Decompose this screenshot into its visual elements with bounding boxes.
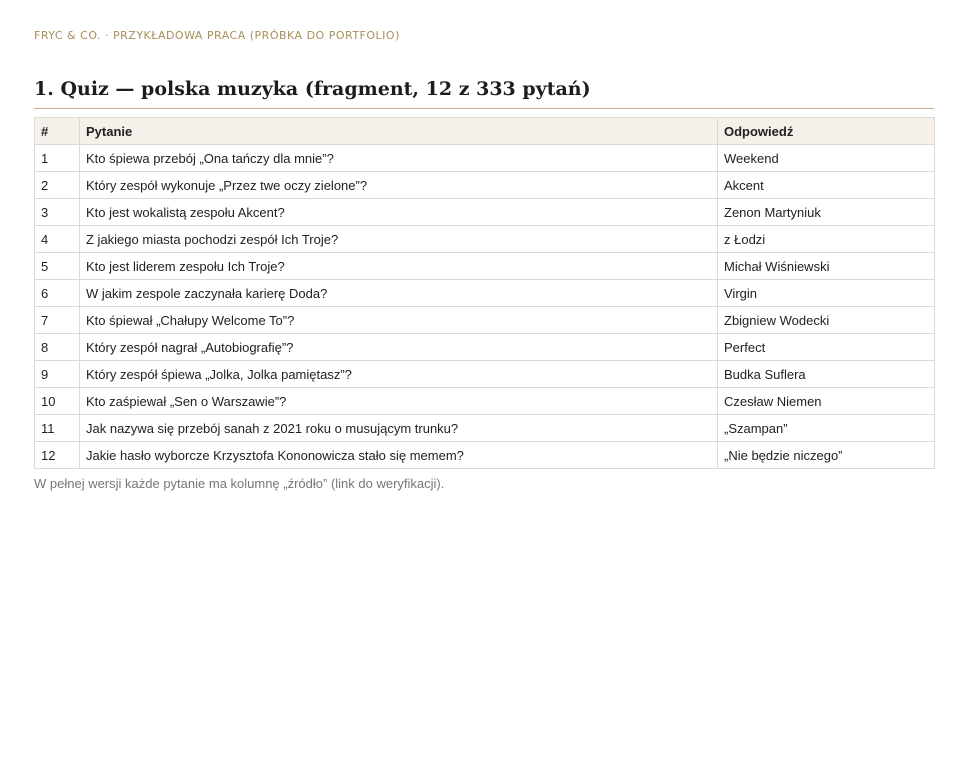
table-row bbox=[35, 280, 935, 307]
column-header-answer: Odpowiedź bbox=[718, 118, 935, 145]
table-row bbox=[35, 145, 935, 172]
cell-answer: Michał Wiśniewski bbox=[718, 253, 935, 280]
table-row bbox=[35, 199, 935, 226]
cell-answer: Akcent bbox=[718, 172, 935, 199]
table-row bbox=[35, 442, 935, 469]
table-row bbox=[35, 415, 935, 442]
cell-number: 11 bbox=[35, 415, 80, 442]
cell-question: Kto śpiewa przebój „Ona tańczy dla mnie”? bbox=[80, 145, 718, 172]
cell-number: 7 bbox=[35, 307, 80, 334]
table-row bbox=[35, 307, 935, 334]
footnote: W pełnej wersji każde pytanie ma kolumnę „źródło” (link do weryfikacji). bbox=[34, 476, 445, 491]
cell-answer: Virgin bbox=[718, 280, 935, 307]
title-divider bbox=[34, 108, 934, 109]
cell-question: Kto jest liderem zespołu Ich Troje? bbox=[80, 253, 718, 280]
table-header-row bbox=[35, 118, 935, 145]
cell-number: 10 bbox=[35, 388, 80, 415]
cell-question: W jakim zespole zaczynała karierę Doda? bbox=[80, 280, 718, 307]
table-row bbox=[35, 361, 935, 388]
cell-answer: „Szampan” bbox=[718, 415, 935, 442]
cell-number: 12 bbox=[35, 442, 80, 469]
portfolio-kicker: FRYC & CO. · PRZYKŁADOWA PRACA (PRÓBKA DO PORTFOLIO) bbox=[34, 29, 400, 42]
cell-number: 3 bbox=[35, 199, 80, 226]
table-row bbox=[35, 226, 935, 253]
cell-number: 5 bbox=[35, 253, 80, 280]
cell-number: 4 bbox=[35, 226, 80, 253]
cell-question: Kto zaśpiewał „Sen o Warszawie”? bbox=[80, 388, 718, 415]
cell-answer: Zenon Martyniuk bbox=[718, 199, 935, 226]
cell-answer: Zbigniew Wodecki bbox=[718, 307, 935, 334]
cell-question: Kto jest wokalistą zespołu Akcent? bbox=[80, 199, 718, 226]
page-title: 1. Quiz — polska muzyka (fragment, 12 z 333 pytań) bbox=[34, 78, 591, 100]
column-header-question: Pytanie bbox=[80, 118, 718, 145]
cell-question: Który zespół wykonuje „Przez twe oczy zielone”? bbox=[80, 172, 718, 199]
cell-number: 1 bbox=[35, 145, 80, 172]
cell-question: Który zespół śpiewa „Jolka, Jolka pamiętasz”? bbox=[80, 361, 718, 388]
cell-answer: Weekend bbox=[718, 145, 935, 172]
cell-question: Jak nazywa się przebój sanah z 2021 roku o musującym trunku? bbox=[80, 415, 718, 442]
cell-answer: „Nie będzie niczego” bbox=[718, 442, 935, 469]
cell-number: 9 bbox=[35, 361, 80, 388]
table-row bbox=[35, 172, 935, 199]
cell-answer: Budka Suflera bbox=[718, 361, 935, 388]
cell-question: Jakie hasło wyborcze Krzysztofa Kononowicza stało się memem? bbox=[80, 442, 718, 469]
cell-question: Kto śpiewał „Chałupy Welcome To”? bbox=[80, 307, 718, 334]
cell-answer: z Łodzi bbox=[718, 226, 935, 253]
cell-question: Z jakiego miasta pochodzi zespół Ich Troje? bbox=[80, 226, 718, 253]
table-row bbox=[35, 334, 935, 361]
cell-answer: Czesław Niemen bbox=[718, 388, 935, 415]
cell-number: 2 bbox=[35, 172, 80, 199]
cell-question: Który zespół nagrał „Autobiografię”? bbox=[80, 334, 718, 361]
column-header-number: # bbox=[35, 118, 80, 145]
cell-number: 6 bbox=[35, 280, 80, 307]
cell-answer: Perfect bbox=[718, 334, 935, 361]
quiz-table bbox=[34, 117, 935, 469]
table-row bbox=[35, 253, 935, 280]
cell-number: 8 bbox=[35, 334, 80, 361]
table-row bbox=[35, 388, 935, 415]
